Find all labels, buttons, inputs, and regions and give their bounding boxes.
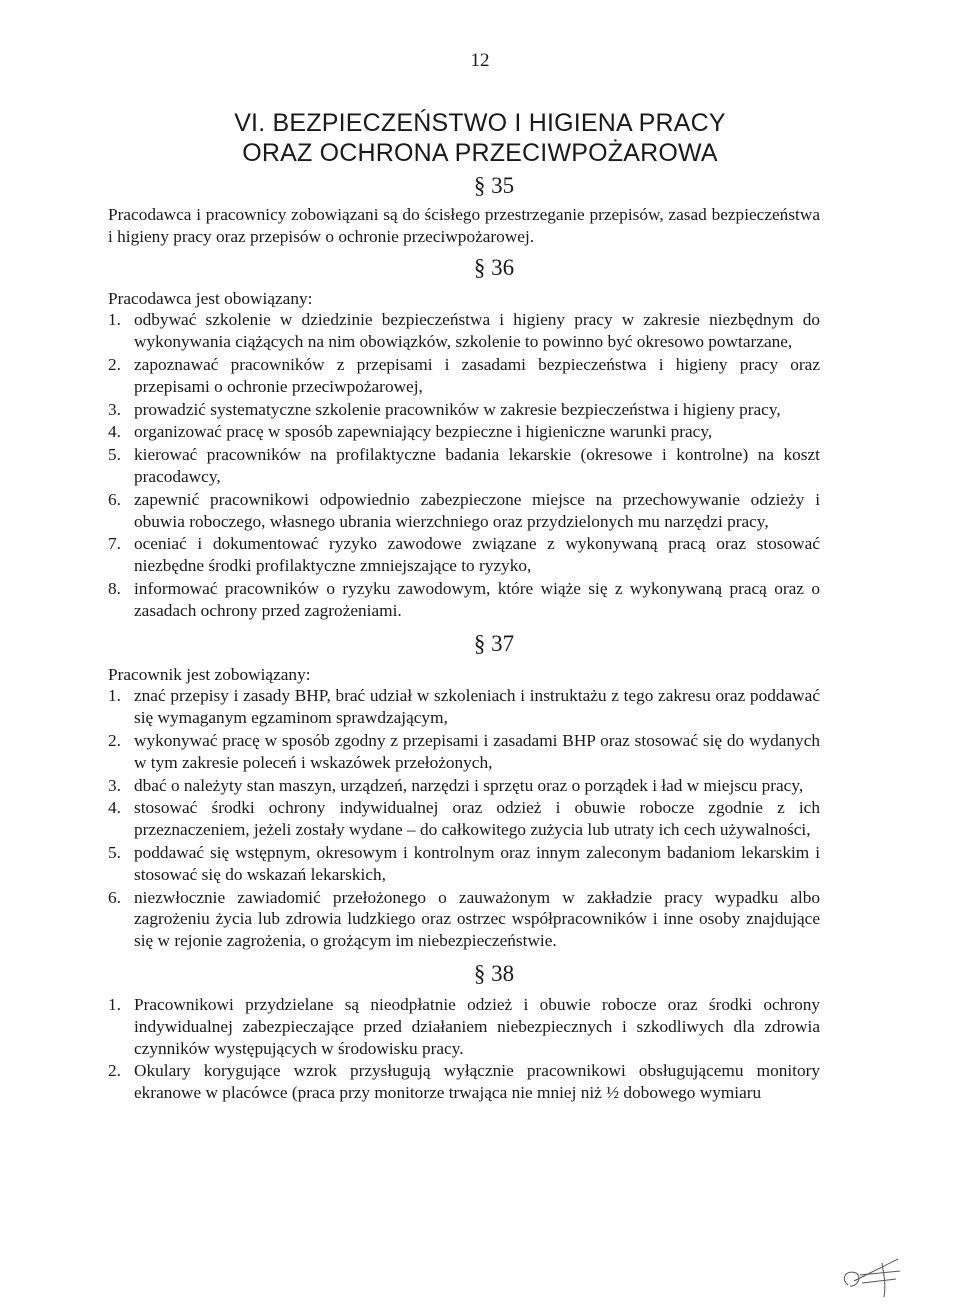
list-item-number: 3. <box>108 775 121 795</box>
section-35-heading: § 35 <box>473 173 515 198</box>
handwritten-initials-icon <box>838 1255 908 1299</box>
list-item <box>108 775 820 797</box>
document-body <box>108 168 820 1105</box>
list-item <box>108 578 820 622</box>
list-item <box>108 730 820 774</box>
list-item-number: 1. <box>108 310 121 330</box>
list-item-number: 6. <box>108 887 121 907</box>
chapter-title-line-2: ORAZ OCHRONA PRZECIWPOŻAROWA <box>242 139 718 167</box>
list-item <box>108 887 820 952</box>
section-37-heading: § 37 <box>473 630 515 656</box>
list-item-number: 4. <box>108 422 121 442</box>
chapter-title-line-1: VI. BEZPIECZEŃSTWO I HIGIENA PRACY <box>234 109 726 137</box>
list-item-text: organizować pracę w sposób zapewniający bezpieczne i higieniczne warunki pracy, <box>134 422 713 442</box>
list-item-number: 2. <box>108 730 121 750</box>
list-item-text: odbywać szkolenie w dziedzinie bezpieczeństwa i higieny pracy w zakresie niezbędnym do wykonywania ciążących na nim obowiązków, szkolenie to powinno być okresowo powtarzane, <box>134 310 820 352</box>
list-item <box>108 309 820 353</box>
section-35-text: Pracodawca i pracownicy zobowiązani są do ścisłego przestrzeganie przepisów, zasad bezpieczeństwa i higieny pracy oraz przepisów o ochronie przeciwpożarowej. <box>108 205 820 246</box>
list-item <box>108 533 820 577</box>
list-item-number: 1. <box>108 686 121 706</box>
section-36-intro: Pracodawca jest obowiązany: <box>108 288 313 308</box>
list-item-number: 6. <box>108 489 121 509</box>
list-item <box>108 489 820 533</box>
section-36-list <box>108 309 820 621</box>
section-38-heading: § 38 <box>473 960 515 986</box>
list-item <box>108 354 820 398</box>
chapter-title <box>0 108 960 168</box>
list-item-text: poddawać się wstępnym, okresowym i kontrolnym oraz innym zaleconym badaniom lekarskim i stosować się do wskazań lekarskich, <box>134 842 820 884</box>
list-item-number: 5. <box>108 445 121 465</box>
list-item <box>108 842 820 886</box>
section-37-intro: Pracownik jest zobowiązany: <box>108 664 311 684</box>
list-item-text: wykonywać pracę w sposób zgodny z przepisami i zasadami BHP oraz stosować się do wydanych w tym zakresie poleceń i wskazówek przełożonych, <box>134 730 820 772</box>
list-item-number: 2. <box>108 1061 121 1081</box>
list-item-number: 8. <box>108 578 121 598</box>
list-item <box>108 1060 820 1104</box>
list-item-number: 3. <box>108 399 121 419</box>
list-item-text: prowadzić systematyczne szkolenie pracowników w zakresie bezpieczeństwa i higieny pracy, <box>134 399 781 419</box>
list-item <box>108 685 820 729</box>
list-item-number: 2. <box>108 354 121 374</box>
list-item-text: Pracownikowi przydzielane są nieodpłatnie odzież i obuwie robocze oraz środki ochrony indywidualnej zabezpieczające przed działaniem niebezpiecznych i szkodliwych dla zdrowia czynników występujących w środowisku pracy. <box>134 994 820 1058</box>
list-item-number: 1. <box>108 994 121 1014</box>
list-item-text: Okulary korygujące wzrok przysługują wyłącznie pracownikowi obsługującemu monitory ekranowe w placówce (praca przy monitorze trwająca nie mniej niż ½ dobowego wymiaru <box>134 1061 820 1103</box>
list-item-number: 7. <box>108 534 121 554</box>
list-item-text: zapewnić pracownikowi odpowiednio zabezpieczone miejsce na przechowywanie odzieży i obuwia roboczego, własnego ubrania wierzchniego oraz przydzielonych mu narzędzi pracy, <box>134 489 820 531</box>
list-item <box>108 421 820 443</box>
list-item-text: kierować pracowników na profilaktyczne badania lekarskie (okresowe i kontrolne) na koszt pracodawcy, <box>134 445 820 486</box>
section-36-heading: § 36 <box>473 254 515 280</box>
list-item-text: dbać o należyty stan maszyn, urządzeń, narzędzi i sprzętu oraz o porządek i ład w miejscu pracy, <box>134 775 804 795</box>
list-item <box>108 994 820 1059</box>
list-item-number: 5. <box>108 842 121 862</box>
section-37-list <box>108 685 820 952</box>
list-item-text: znać przepisy i zasady BHP, brać udział w szkoleniach i instruktażu z tego zakresu oraz poddawać się wymaganym egzaminom sprawdzającym, <box>134 686 820 728</box>
list-item <box>108 444 820 488</box>
page-number: 12 <box>470 50 490 71</box>
list-item-text: zapoznawać pracowników z przepisami i zasadami bezpieczeństwa i higieny pracy oraz przepisami o ochronie przeciwpożarowej, <box>134 354 820 396</box>
list-item <box>108 399 820 421</box>
list-item-text: informować pracowników o ryzyku zawodowym, które wiąże się z wykonywaną pracą oraz o zasadach ochrony przed zagrożeniami. <box>134 578 820 620</box>
list-item-text: niezwłocznie zawiadomić przełożonego o zauważonym w zakładzie pracy wypadku albo zagrożeniu życia lub zdrowia ludzkiego oraz ostrzec współpracowników i inne osoby znajdujące się w rejonie zagrożenia, o grożącym im niebezpieczeństwie. <box>134 887 820 951</box>
section-38-list <box>108 994 820 1104</box>
list-item-number: 4. <box>108 798 121 818</box>
list-item-text: oceniać i dokumentować ryzyko zawodowe związane z wykonywaną pracą oraz stosować niezbędne środki profilaktyczne zmniejszające to ryzyko, <box>134 534 820 576</box>
list-item <box>108 797 820 841</box>
list-item-text: stosować środki ochrony indywidualnej oraz odzież i obuwie robocze zgodnie z ich przeznaczeniem, jeżeli zostały wydane – do całkowitego zużycia lub utraty ich cech używalności, <box>134 798 820 840</box>
